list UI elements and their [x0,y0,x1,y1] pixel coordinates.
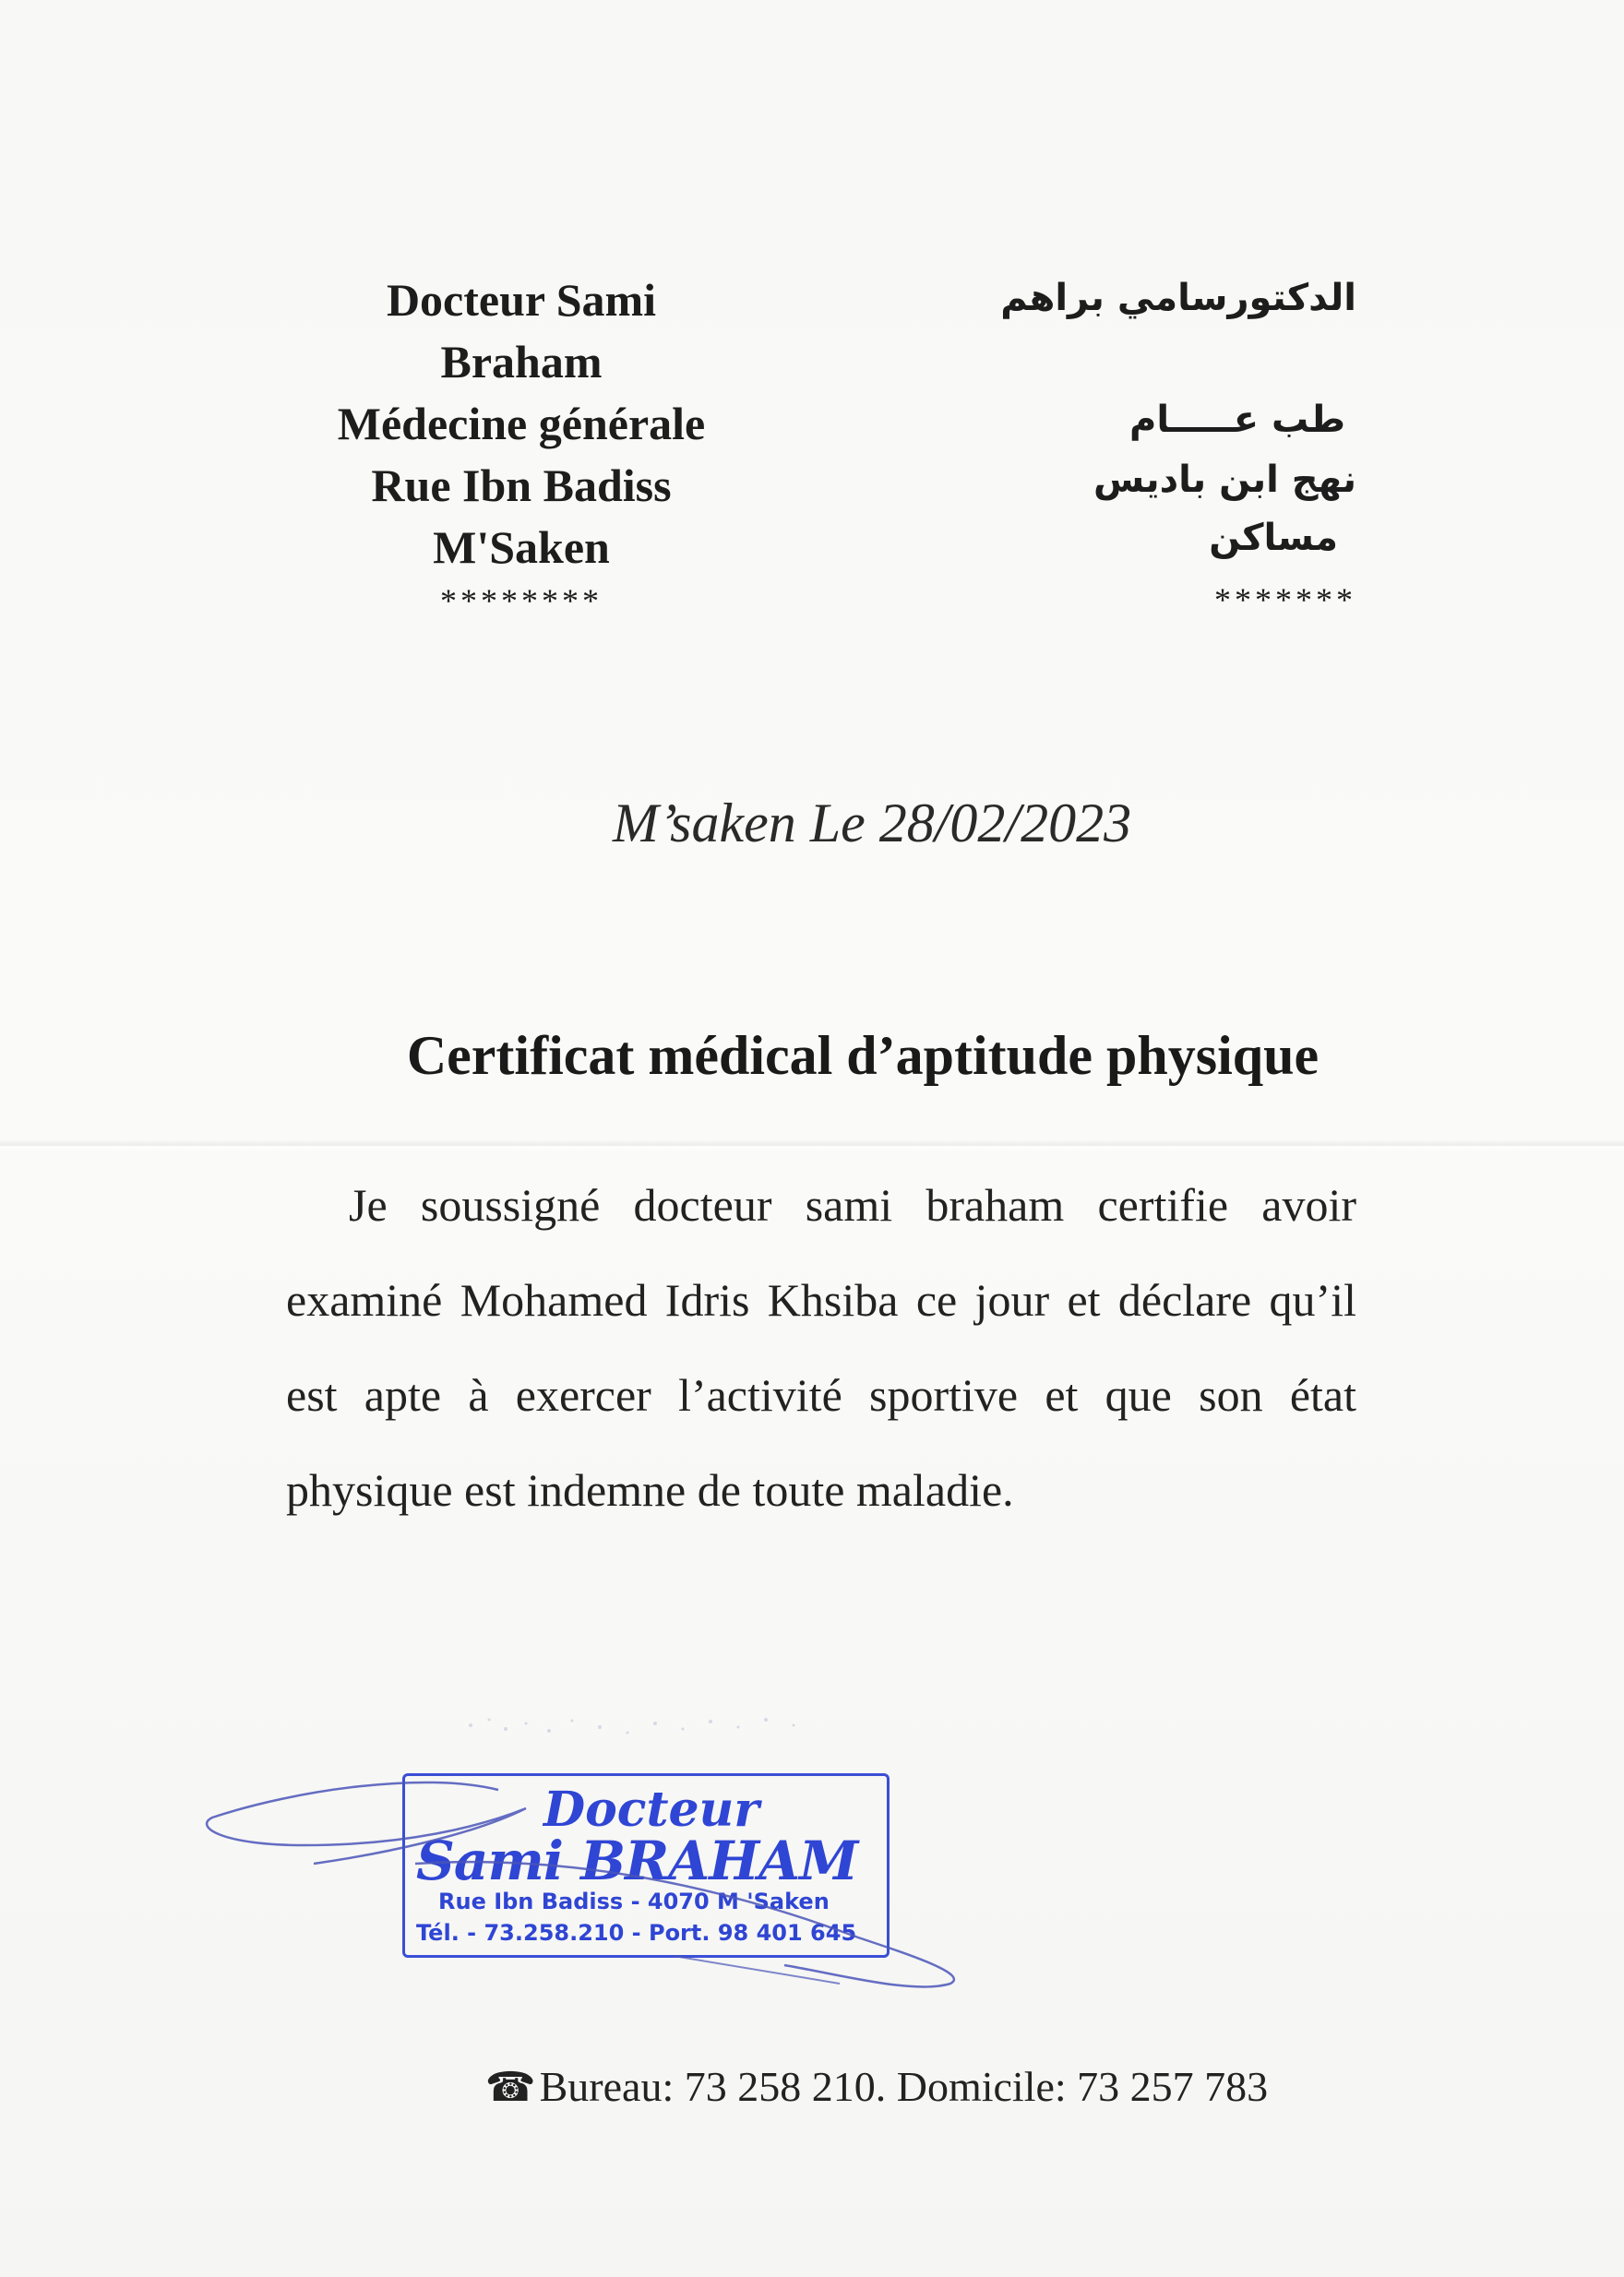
paper-fold-line [0,1139,1624,1152]
doctor-specialty-arabic: طب عـــــام [1129,399,1345,441]
stamp-name: Sami BRAHAM [416,1830,858,1892]
doctor-name-line1: Docteur Sami [386,274,657,326]
certificate-title: Certificat médical d’aptitude physique [406,1025,1320,1086]
telephone-icon: ☎ [484,2064,536,2111]
doctor-specialty: Médecine générale [337,398,706,449]
doctor-street-arabic: نهج ابن باديس [1093,459,1356,501]
footer-phones: Bureau: 73 258 210. Domicile: 73 257 783 [539,2063,1269,2110]
doctor-city-arabic: مساكن [1209,517,1338,559]
header-french [277,269,766,619]
stamp-title: Docteur [543,1782,759,1838]
stamp-address: Rue Ibn Badiss - 4070 M 'Saken [438,1889,830,1914]
stamp-smudge [461,1707,821,1744]
header-stars-left: ******** [440,582,603,619]
footer-contact [0,2062,1624,2111]
certificate-body: Je soussigné docteur sami braham certifie avoir examiné Mohamed Idris Khsiba ce jour et déclare qu’il est apte à exercer l’activité sportive et que son état physique est indemne de toute maladie. [286,1179,1356,1516]
doctor-name-line2: Braham [440,336,603,387]
date-line: M’saken Le 28/02/2023 [612,793,1132,853]
stamp-phones: Tél. - 73.258.210 - Port. 98 401 645 [416,1920,857,1946]
handwritten-signature [194,1753,987,2011]
doctor-name-arabic: الدكتورسامي براهم [1000,277,1356,319]
header-stars-right: ******* [1214,581,1356,618]
doctor-street: Rue Ibn Badiss [371,459,672,511]
doctor-city: M'Saken [433,521,610,573]
